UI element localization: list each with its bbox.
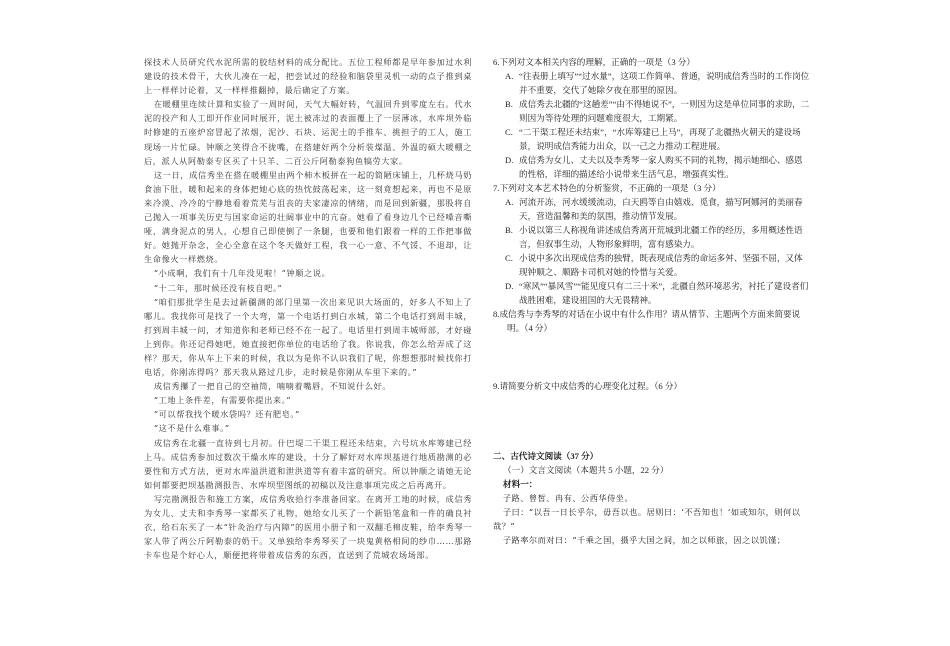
question-stem: 下列对文本艺术特色的分析鉴赏，不正确的一项是（3 分）: [499, 183, 721, 193]
question-text: 成信秀与李秀琴的对话在小说中有什么作用？请从情节、主题两个方面来简要说明。（4 分）: [499, 309, 801, 333]
question-number: 9.: [493, 381, 500, 391]
passage-paragraph: 探技术人员研究代水泥所需的胶结材料的成分配比。五位工程师都是早年参加过水利建设的技术骨干，大伙儿凑在一起，把尝试过的经验和脑袋里灵机一动的点子推到桌上一样样讨论着，又一样样推翻掉，最后确定了方案。: [144, 57, 472, 96]
passage-paragraph: “十二年，那时候还没有枝自吧。”: [153, 282, 283, 293]
classical-line: 子路、曾皙、冉有、公西华侍坐。: [502, 493, 634, 503]
question-6: [493, 55, 811, 181]
passage-paragraph: 写完勘测报告和施工方案，成信秀收拾行李准备回家。在离开工地的时候，成信秀为女儿、丈夫和李秀琴一家都买了礼物，她给女儿买了一个新铅笔盒和一件的确良衬衣，给石东买了一本“针灸治疗与内障”的医用小册子和一双翻毛棉皮鞋，给李秀琴一家人带了两公斤阿勒泰的奶干。又单独给李秀琴买了一块鬼黄格相间的纱巾……那路卡车也是个好心人，顺便把将带着成信秀的东西，直送到了荒城农场场部。: [144, 493, 472, 561]
passage-paragraph: “咱们那批学生是去过新疆测的部门里第一次出来见识大场面的，好多人不知上了哪儿。我找你可是找了一个大弯，第一个电话打到白水城，第二个电话打到周丰城，打到周丰城一问，才知道你和老师已经不在一起了。电话里打到周丰城师部，才好碰上到你。你还记得她吧，她直接把你单位的电话给了我。你说我，你怎么给弄成了这样？那天，你从车上下来的时候，我以为是你不认识我们了呢，你想想那时候找你打电话，你刚冻得吗？那天我从路过几步，走时候是你刚从车里下来的。”: [144, 296, 472, 378]
question-text: 请简要分析文中成信秀的心理变化过程。（6 分）: [499, 381, 683, 391]
classical-line: 子路率尔而对曰：“千乘之国，摄乎大国之间，加之以师旅，因之以饥馑；: [502, 535, 786, 545]
right-column-questions: [493, 55, 811, 547]
passage-paragraph: “工地上条件差，有需要你提出来。”: [153, 395, 292, 406]
option-d: D. “寒风”“暴风雪”“能见度只有二三十米”，北疆自然环境恶劣，衬托了建设者们战胜困难，建设祖国的大无畏精神。: [505, 281, 809, 305]
left-column-passage: [144, 55, 472, 562]
answer-space-q9[interactable]: [493, 393, 811, 449]
question-7: [493, 181, 811, 307]
passage-paragraph: “可以帮我找个暖水袋吗？还有肥皂。”: [153, 409, 300, 420]
question-number: 6.: [493, 57, 500, 67]
passage-paragraph: “这不是什么难事。”: [153, 423, 230, 434]
option-d: D. 成信秀为女儿、丈夫以及李秀琴一家人购买不同的礼物，揭示她细心、感恩的性格，详细的描述给小说带来生活气息，增强真实性。: [505, 155, 803, 179]
section-title: 二、古代诗文阅读（37 分）: [493, 451, 599, 461]
question-9: [493, 379, 811, 393]
option-a: A. 河流开冻，河水缓缓流动，白天鸥等自由嬉戏、觅食，描写阿娜河的美丽春天，营造温馨和美的氛围，推动情节发展。: [505, 197, 803, 221]
subsection-title: （一）文言文阅读（本题共 5 小题，22 分）: [503, 465, 669, 475]
answer-space-q8[interactable]: [493, 335, 811, 379]
passage-paragraph: 成信秀在北疆一直待到七月初。什巴堤二干渠工程还未结束，六号坑水库筹建已经上马。成信秀参加过数次干燥水库的建设，十分了解好对水库坝基进行地质勘测的必要性和方式方法，更对水库溢洪道和泄洪道等有着丰富的研究。所以钟顺之请她无论如何都要把坝基勘测报告、水库坝型图纸的初稿以及注意事项完成之后再离开。: [144, 437, 472, 490]
passage-paragraph: 成信秀攥了一把自己的空袖筒，喃喃着嘴唇，不知说什么好。: [153, 381, 392, 392]
option-a: A. “往表册上填写”“过水量”，这项工作简单、普通，说明成信秀当时的工作岗位并不重要，交代了她除夕夜在那里的原因。: [505, 71, 810, 95]
question-stem: 下列对文本相关内容的理解，正确的一项是（3 分）: [499, 57, 695, 67]
classical-line: 子曰：“以吾一日长乎尔，毋吾以也。居则曰：‘不吾知也！’如或知尔，则何以哉？”: [493, 507, 801, 531]
option-c: C. 小说中多次出现成信秀的独臂，既表现成信秀的命运多舛、坚强不屈，又体现钟顺之、顺路卡司机对她的怜惜与关爱。: [505, 253, 803, 277]
passage-paragraph: 在暖棚里连续计算和实验了一周时间，天气大幅好转，气温回升到零度左右。代水泥的投产和人工即开作业同时展开，泥土被冻过的表面覆上了一层薄冰，水库坝外临时修建的五座炉窑冒起了浓烟，泥沙、石块、运泥土的手推车、挑担子的工人，施工现场一片忙碌。钟顺之笑得合不拢嘴，在搭建好两个分析装煤温、外温的硕大暖棚之后，派人从阿勒泰专区买了十只羊、二百公斤阿勒泰狗鱼犒劳大家。: [144, 99, 472, 166]
option-b: B. 小说以第三人称视角讲述成信秀离开荒城到北疆工作的经历，多用概述性语言，但叙事生动，人物形象鲜明，富有感染力。: [505, 225, 803, 249]
option-c: C. “二干渠工程还未结束”，“水库筹建已上马”，再现了北疆热火朝天的建设场景，说明成信秀能力出众，以一己之力推动工程进展。: [505, 127, 801, 151]
passage-paragraph: 这一日，成信秀坐在搭在暖棚里由两个柿木板拼在一起的简陋床铺上，几杯烧马奶食油下肚，暖和起来的身体把她心底的热忱鼓荡起来，这一刻竟想起来，再也不是原来冷漠、冷冷的宁静地看着荒芜与沮丧的夫家凄凉的情绪，而是回到新疆，那股将自己抛入一项事关历史与国家命运的壮阔事业中的亢奋。她看了看身边几个已经嗓音嘶哑，满身泥点的男人，心想自己即使倒了一条腿，也要和他们跟着一样的工作把事做好。她抛开杂念，全心全意在这个冬天做好工程，我一心一意、不气馁、不退却，让生命像火一样燃烧。: [144, 169, 472, 265]
question-8: [493, 307, 811, 335]
material-label: 材料一：: [503, 479, 538, 489]
passage-paragraph: “小成啊，我们有十几年没见啦！”钟顺之说。: [153, 268, 331, 279]
option-b: B. 成信秀去北疆的“这趟差”“由不得她说不”，一则因为这是单位同事的求助，二则因为等待处理的问题难度很大，工期紧。: [505, 99, 810, 123]
question-number: 7.: [493, 183, 500, 193]
question-number: 8.: [493, 309, 500, 319]
section-classical-reading: [493, 449, 811, 547]
